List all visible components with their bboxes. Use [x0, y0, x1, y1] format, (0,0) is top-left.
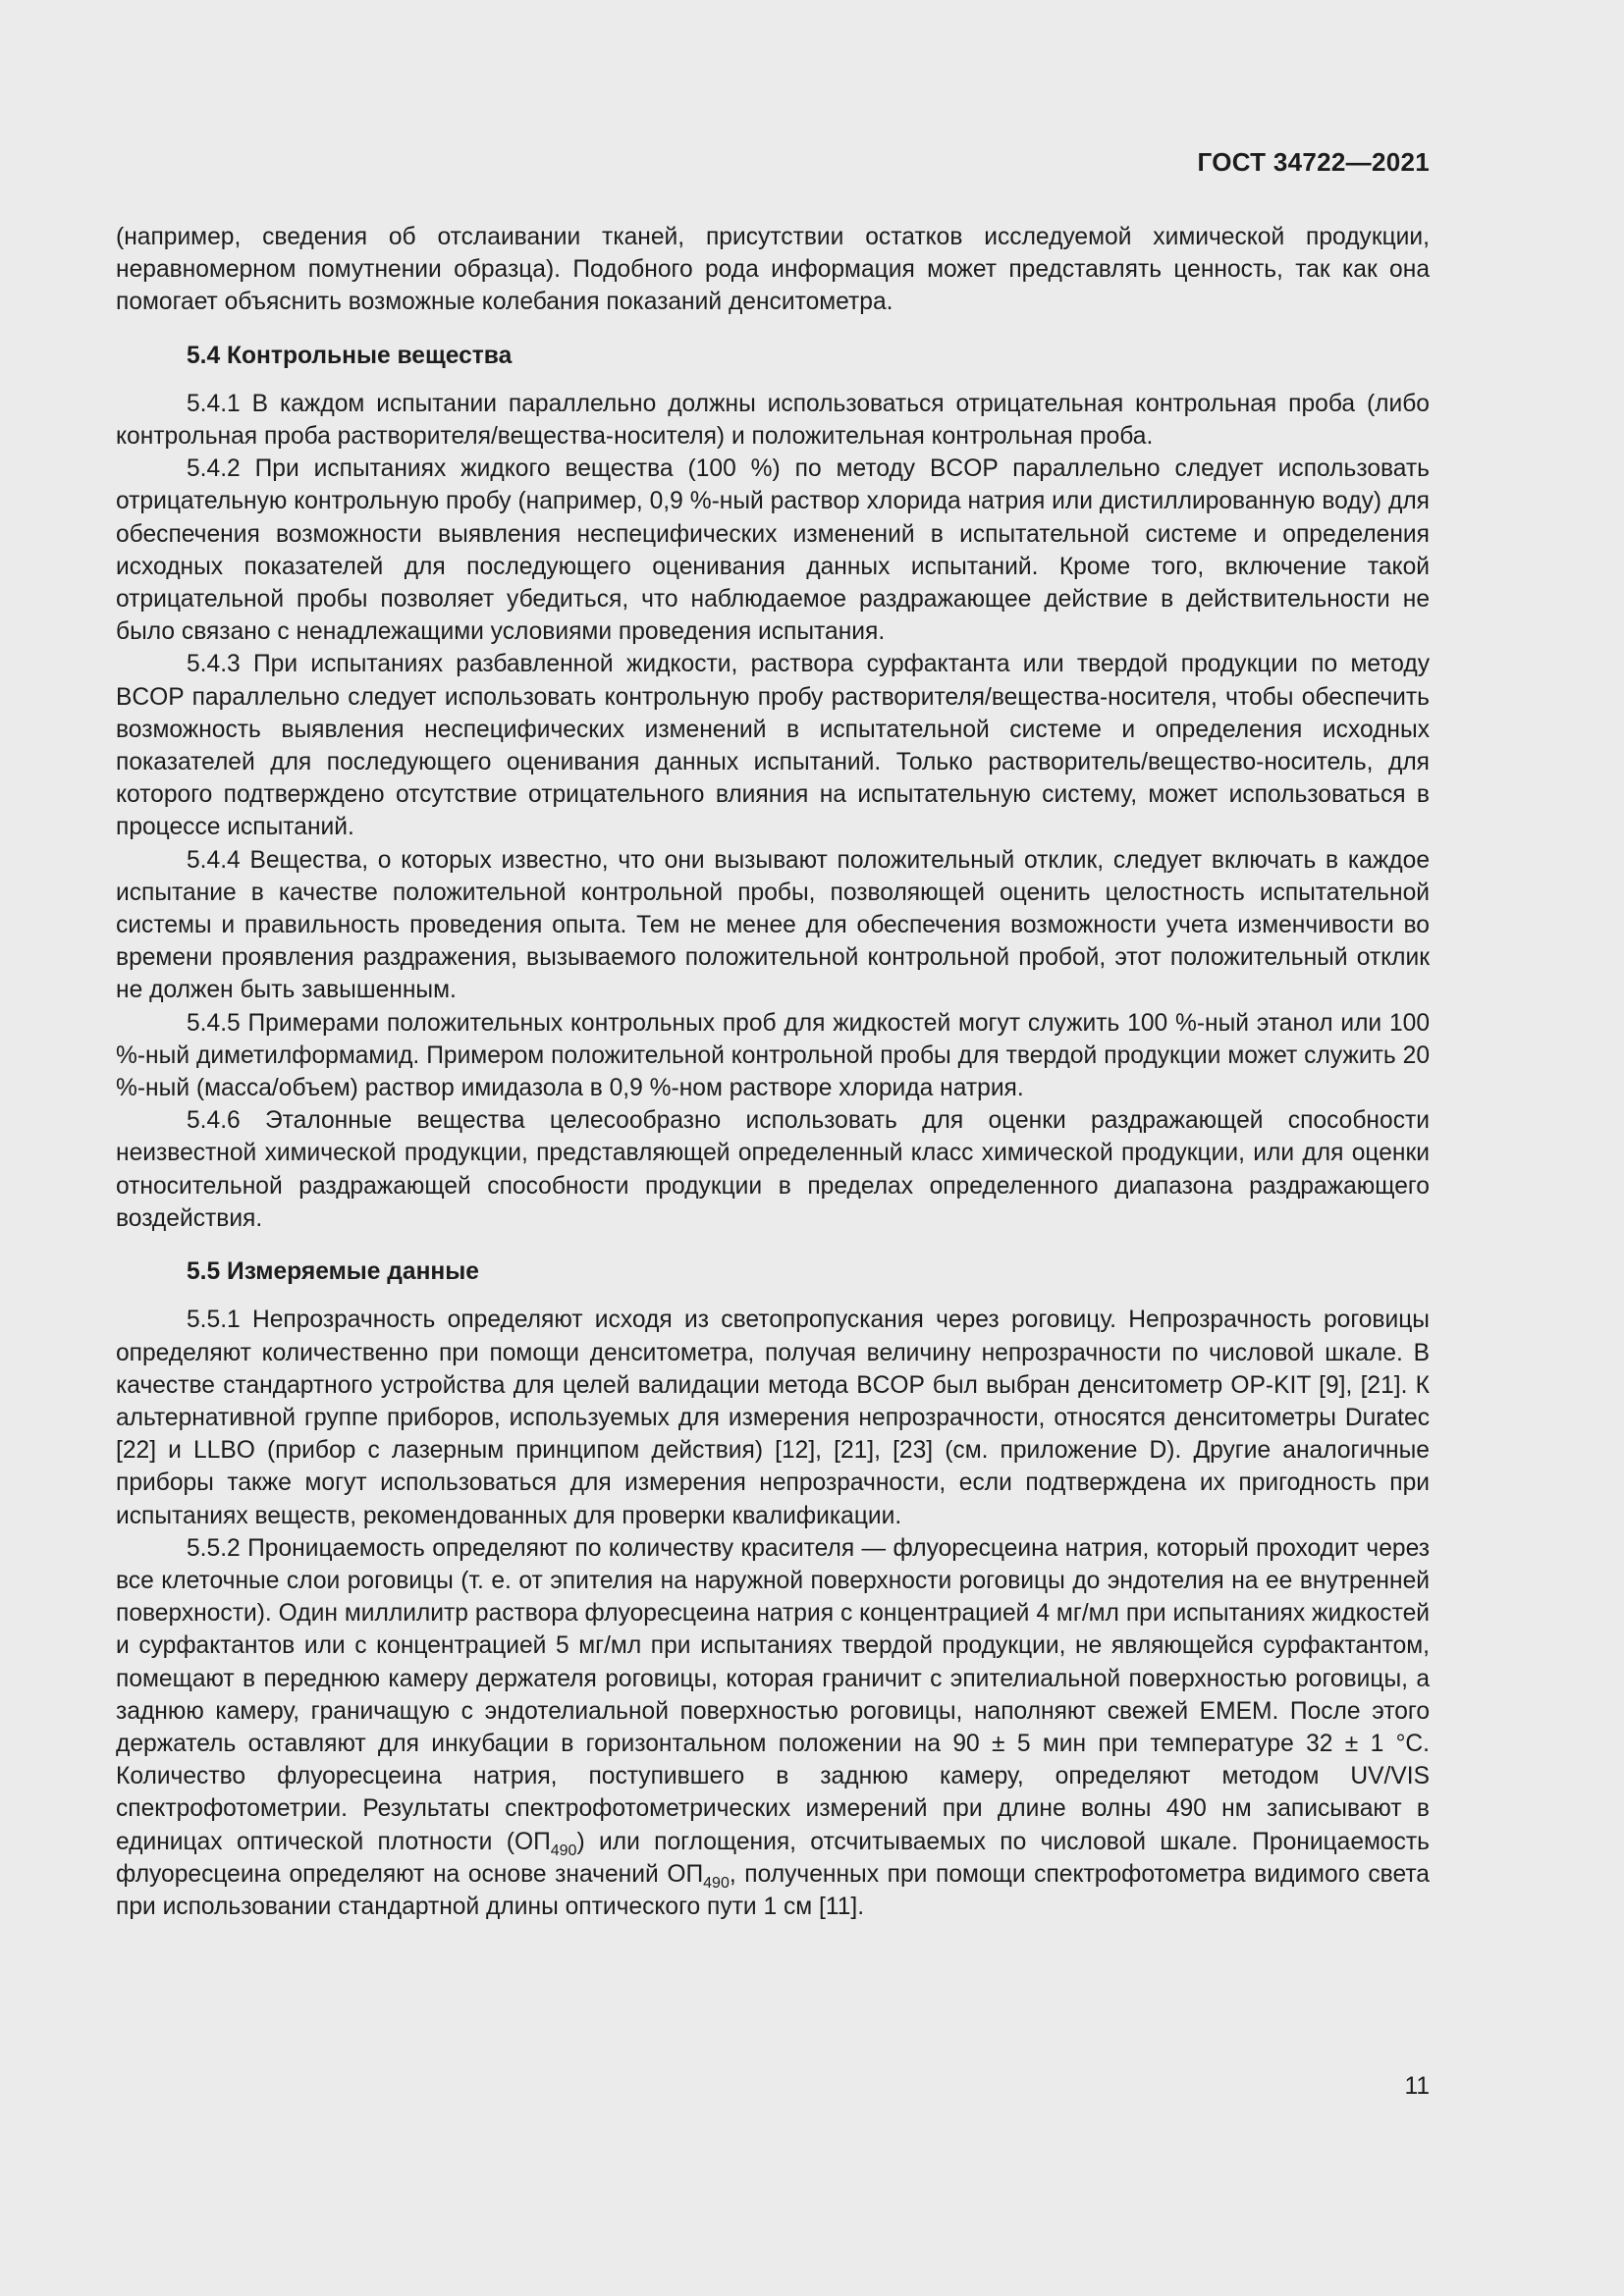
paragraph-5-5-2-part1: 5.5.2 Проницаемость определяют по количеству красителя — флуоресцеина натрия, который проходит через все клеточные слои роговицы (т. е. от эпителия на наружной поверхности роговицы до эндотелия на ее внутренней поверхности). Один миллилитр раствора флуоресцеина натрия с концентрацией 4 мг/мл при испытаниях жидкостей и сурфактантов или с концентрацией 5 мг/мл при испытаниях твердой продукции, не являющейся сурфактантом, помещают в переднюю камеру держателя роговицы, которая граничит с эпителиальной поверхностью роговицы, а заднюю камеру, граничащую с эндотелиальной поверхностью роговицы, наполняют свежей EMEM. После этого держатель оставляют для инкубации в горизонтальном положении на 90 ± 5 мин при температуре 32 ± 1 °C. Количество флуоресцеина натрия, поступившего в заднюю камеру, определяют методом UV/VIS спектрофотометрии. Результаты спектрофотометрических измерений при длине волны 490 нм записывают в единицах оптической плотности (ОП [116, 1534, 1430, 1855]
paragraph-5-4-6: 5.4.6 Эталонные вещества целесообразно использовать для оценки раздражающей способности неизвестной химической продукции, представляющей определенный класс химической продукции, или для оценки относительной раздражающей способности продукции в пределах определенного диапазона раздражающего воздействия. [116, 1107, 1430, 1232]
paragraph-5-4-2: 5.4.2 При испытаниях жидкого вещества (100 %) по методу BCOP параллельно следует использовать отрицательную контрольную пробу (например, 0,9 %-ный раствор хлорида натрия или дистиллированную воду) для обеспечения возможности выявления неспецифических изменений в испытательной системе и определения исходных показателей для последующего оценивания данных испытаний. Кроме того, включение такой отрицательной пробы позволяет убедиться, что наблюдаемое раздражающее действие в действительности не было связано с ненадлежащими условиями проведения испытания. [116, 455, 1430, 646]
paragraph-5-4-4: 5.4.4 Вещества, о которых известно, что они вызывают положительный отклик, следует включать в каждое испытание в качестве положительной контрольной пробы, позволяющей оценить целостность испытательной системы и правильность проведения опыта. Тем не менее для обеспечения возможности учета изменчивости во времени проявления раздражения, вызываемого положительной контрольной пробой, этот положительный отклик не должен быть завышенным. [116, 846, 1430, 1004]
paragraph-5-5-2-part2: ) или поглощения, отсчитываемых по числовой шкале. Проницаемость флуоресцеина определяют на основе значений ОП [116, 1828, 1430, 1888]
intro-paragraph: (например, сведения об отслаивании тканей, присутствии остатков исследуемой химической продукции, неравномерном помутнении образца). Подобного рода информация может представлять ценность, так как она помогает объяснить возможные колебания показаний денситометра. [116, 224, 1430, 316]
paragraph-5-5-1: 5.5.1 Непрозрачность определяют исходя из светопропускания через роговицу. Непрозрачность роговицы определяют количественно при помощи денситометра, получая величину непрозрачности по числовой шкале. В качестве стандартного устройства для целей валидации метода BCOP был выбран денситометр OP-KIT [9], [21]. К альтернативной группе приборов, используемых для измерения непрозрачности, относятся денситометры Duratec [22] и LLBO (прибор с лазерным принципом действия) [12], [21], [23] (см. приложение D). Другие аналогичные приборы также могут использоваться для измерения непрозрачности, если подтверждена их пригодность при испытаниях веществ, рекомендованных для проверки квалификации. [116, 1307, 1430, 1529]
paragraph-5-5-2 [116, 1532, 1430, 1923]
section-5-4-heading: 5.4 Контрольные вещества [187, 342, 513, 369]
paragraph-5-4-3: 5.4.3 При испытаниях разбавленной жидкости, раствора сурфактанта или твердой продукции по методу BCOP параллельно следует использовать контрольную пробу растворителя/вещества-носителя, чтобы обеспечить возможность выявления неспецифических изменений в испытательной системе и определения исходных показателей для последующего оценивания данных испытаний. Только растворитель/вещество-носитель, для которого подтверждено отсутствие отрицательного влияния на испытательную систему, может использоваться в процессе испытаний. [116, 651, 1430, 841]
document-standard-id: ГОСТ 34722—2021 [1197, 147, 1430, 177]
section-5-5-heading: 5.5 Измеряемые данные [187, 1258, 479, 1286]
paragraph-5-5-2-part3: , полученных при помощи спектрофотометра видимого света при использовании стандартной длины оптического пути 1 см [11]. [116, 1860, 1430, 1920]
od-subscript-490: 490 [550, 1842, 577, 1859]
paragraph-5-4-1: 5.4.1 В каждом испытании параллельно должны использоваться отрицательная контрольная проба (либо контрольная проба растворителя/вещества-носителя) и положительная контрольная проба. [116, 390, 1430, 451]
document-body [116, 221, 1430, 1923]
od-subscript-490: 490 [703, 1874, 730, 1892]
page-number: 11 [1404, 2073, 1430, 2100]
paragraph-5-4-5: 5.4.5 Примерами положительных контрольных проб для жидкостей могут служить 100 %-ный этанол или 100 %-ный диметилформамид. Примером положительной контрольной пробы для твердой продукции может служить 20 %-ный (масса/объем) раствор имидазола в 0,9 %-ном растворе хлорида натрия. [116, 1009, 1430, 1102]
